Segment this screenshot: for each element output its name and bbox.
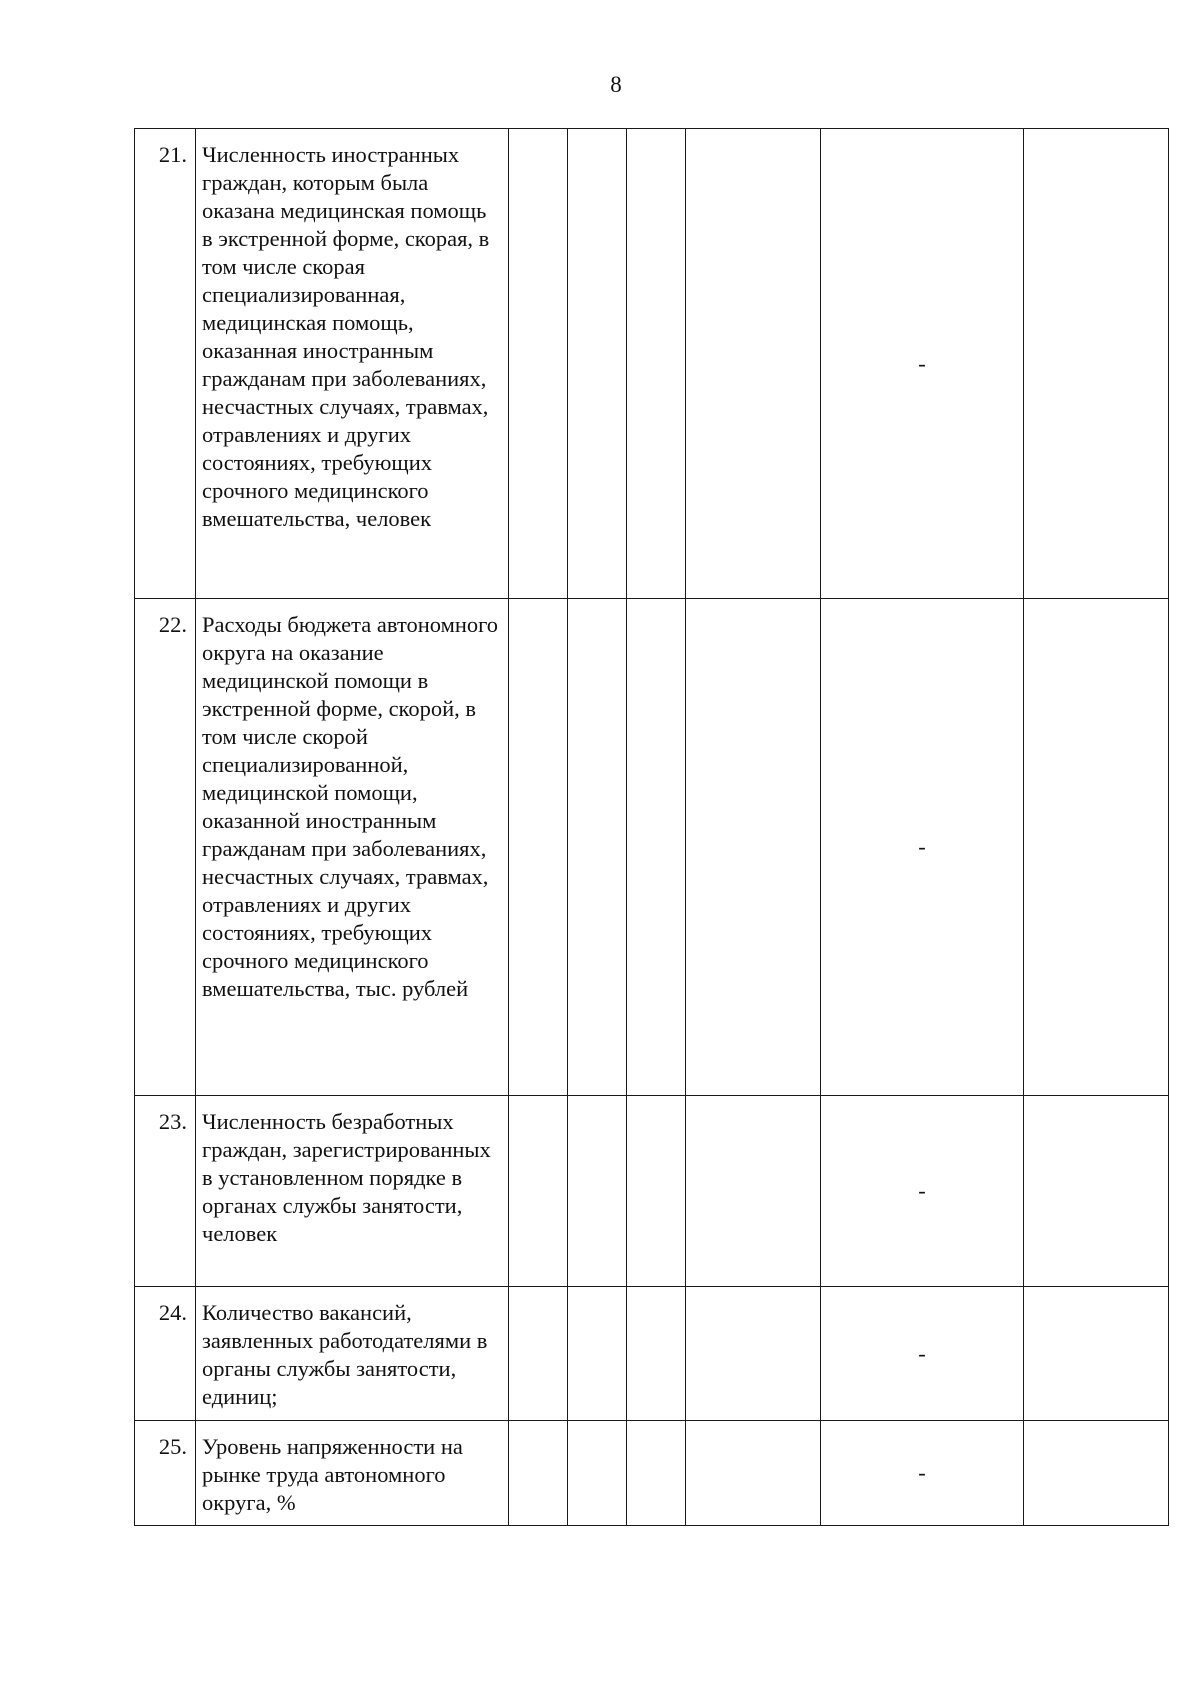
empty-cell — [1024, 129, 1169, 599]
table-row — [135, 599, 1169, 1096]
empty-cell — [509, 1287, 568, 1421]
empty-cell — [686, 599, 821, 1096]
indicator-value: - — [821, 129, 1024, 599]
indicator-value: - — [821, 1096, 1024, 1287]
empty-cell — [1024, 1287, 1169, 1421]
empty-cell — [568, 129, 627, 599]
empty-cell — [627, 1096, 686, 1287]
indicator-description: Численность безработных граждан, зарегистрированных в установленном порядке в органах службы занятости, человек — [196, 1096, 509, 1287]
empty-cell — [568, 599, 627, 1096]
empty-cell — [627, 1421, 686, 1526]
row-number: 25. — [135, 1421, 196, 1526]
empty-cell — [1024, 1421, 1169, 1526]
empty-cell — [509, 1421, 568, 1526]
indicator-value: - — [821, 599, 1024, 1096]
indicators-table — [134, 128, 1169, 1526]
empty-cell — [1024, 1096, 1169, 1287]
table-row — [135, 129, 1169, 599]
page-number: 8 — [610, 72, 622, 97]
empty-cell — [686, 1421, 821, 1526]
empty-cell — [1024, 599, 1169, 1096]
empty-cell — [627, 1287, 686, 1421]
empty-cell — [509, 129, 568, 599]
empty-cell — [568, 1421, 627, 1526]
indicator-description: Расходы бюджета автономного округа на оказание медицинской помощи в экстренной форме, скорой, в том числе скорой специализированной, медицинской помощи, оказанной иностранным гражданам при заболеваниях, несчастных случаях, травмах, отравлениях и других состояниях, требующих срочного медицинского вмешательства, тыс. рублей — [196, 599, 509, 1096]
empty-cell — [568, 1096, 627, 1287]
empty-cell — [627, 599, 686, 1096]
empty-cell — [627, 129, 686, 599]
row-number: 22. — [135, 599, 196, 1096]
empty-cell — [509, 1096, 568, 1287]
indicator-value: - — [821, 1287, 1024, 1421]
row-number: 21. — [135, 129, 196, 599]
row-number: 23. — [135, 1096, 196, 1287]
row-number: 24. — [135, 1287, 196, 1421]
empty-cell — [686, 129, 821, 599]
indicator-value: - — [821, 1421, 1024, 1526]
indicator-description: Количество вакансий, заявленных работодателями в органы службы занятости, единиц; — [196, 1287, 509, 1421]
table-row — [135, 1287, 1169, 1421]
empty-cell — [509, 599, 568, 1096]
indicator-description: Численность иностранных граждан, которым была оказана медицинская помощь в экстренной форме, скорая, в том числе скорая специализированная, медицинская помощь, оказанная иностранным гражданам при заболеваниях, несчастных случаях, травмах, отравлениях и других состояниях, требующих срочного медицинского вмешательства, человек — [196, 129, 509, 599]
empty-cell — [568, 1287, 627, 1421]
empty-cell — [686, 1287, 821, 1421]
empty-cell — [686, 1096, 821, 1287]
table-row — [135, 1096, 1169, 1287]
table-row — [135, 1421, 1169, 1526]
indicator-description: Уровень напряженности на рынке труда автономного округа, % — [196, 1421, 509, 1526]
